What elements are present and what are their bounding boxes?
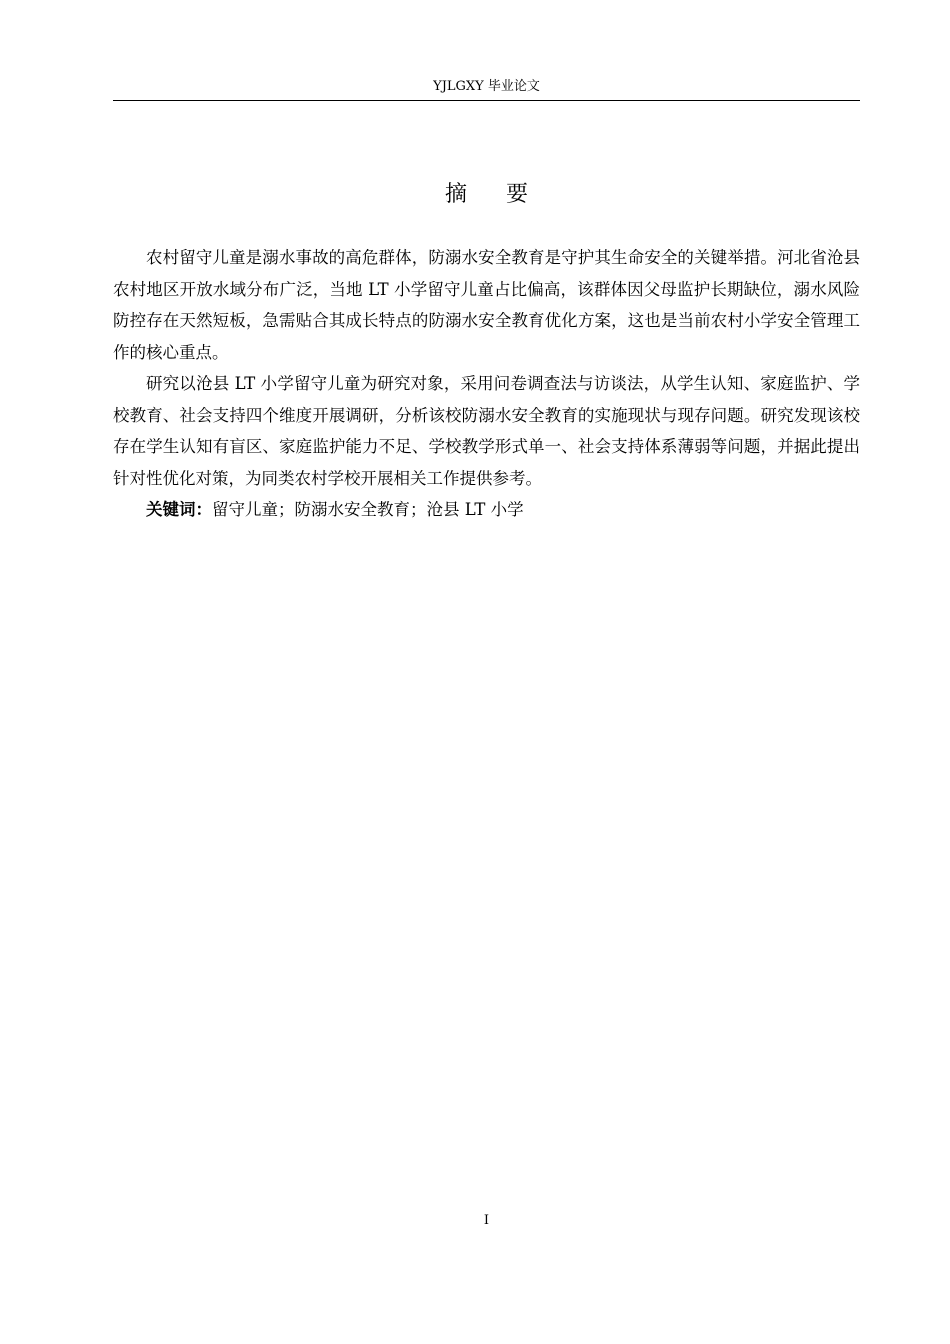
keywords-label: 关键词： [146, 500, 212, 519]
keywords-text: 留守儿童；防溺水安全教育；沧县 LT 小学 [212, 500, 524, 519]
abstract-paragraph-2: 研究以沧县 LT 小学留守儿童为研究对象，采用问卷调查法与访谈法，从学生认知、家庭监护、学校教育、社会支持四个维度开展调研，分析该校防溺水安全教育的实施现状与现存问题。研究发现该校存在学生认知有盲区、家庭监护能力不足、学校教学形式单一、社会支持体系薄弱等问题，并据此提出针对性优化对策，为同类农村学校开展相关工作提供参考。 [113, 374, 860, 488]
abstract-body [113, 242, 860, 526]
keywords-line [113, 494, 860, 526]
header-rule [113, 100, 860, 101]
abstract-title: 摘 要 [445, 182, 544, 207]
page-number: I [483, 1213, 490, 1228]
page-header: YJLGXY 毕业论文 [433, 79, 540, 94]
abstract-paragraph-1: 农村留守儿童是溺水事故的高危群体，防溺水安全教育是守护其生命安全的关键举措。河北省沧县农村地区开放水域分布广泛，当地 LT 小学留守儿童占比偏高，该群体因父母监护长期缺位，溺水风险防控存在天然短板，急需贴合其成长特点的防溺水安全教育优化方案，这也是当前农村小学安全管理工作的核心重点。 [113, 248, 860, 362]
